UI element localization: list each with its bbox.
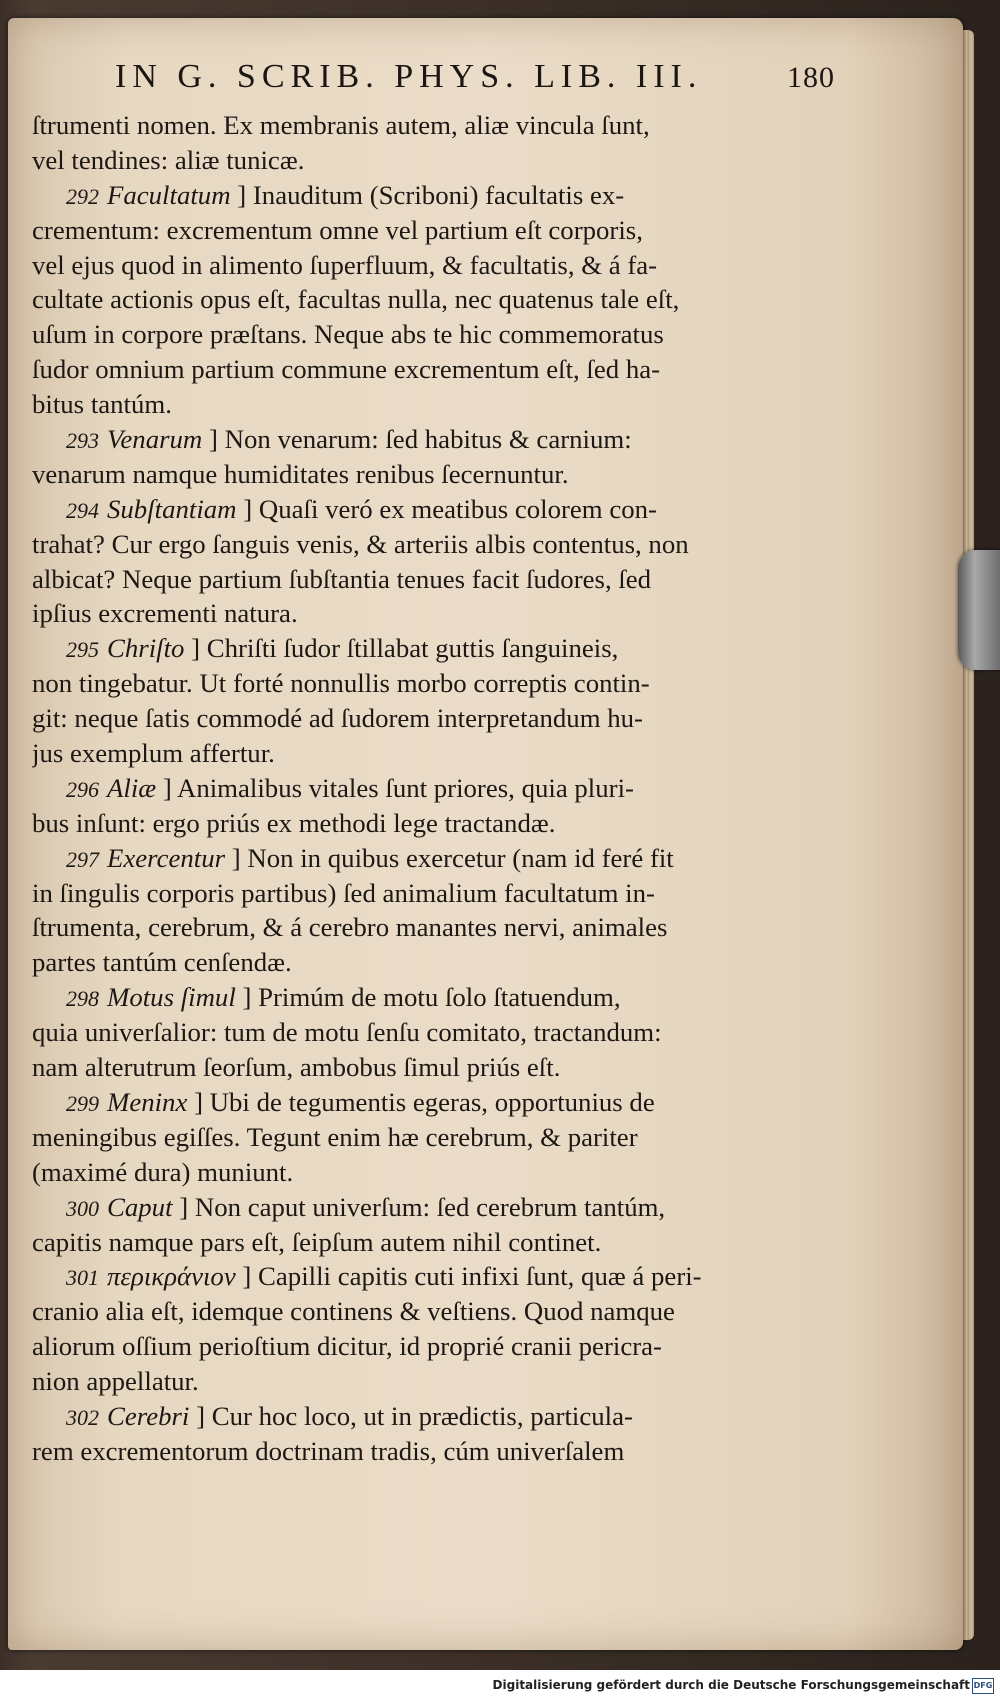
entry-number: 302 xyxy=(66,1404,99,1430)
text-line xyxy=(32,108,832,143)
entry-lemma: περικράνιον xyxy=(107,1261,236,1292)
line-text: crementum: excrementum omne vel partium eſt corporis, xyxy=(32,214,643,245)
text-line xyxy=(32,736,832,771)
line-text: albicat? Neque partium ſubſtantia tenues facit ſudores, ſed xyxy=(32,563,652,594)
text-line xyxy=(32,1050,832,1085)
annotation-entry-line xyxy=(32,1085,832,1120)
line-text: non tingebatur. Ut forté nonnullis morbo correptis contin- xyxy=(32,668,650,699)
text-line xyxy=(32,1364,832,1399)
line-text: bitus tantúm. xyxy=(32,389,172,420)
annotation-entry-line xyxy=(32,422,832,457)
text-line xyxy=(32,596,832,631)
annotation-entry-line xyxy=(32,1399,832,1434)
entry-lemma: Aliæ xyxy=(107,772,157,803)
entry-number: 294 xyxy=(66,497,99,523)
entry-number: 297 xyxy=(66,846,99,872)
annotation-entry-line xyxy=(32,1190,832,1225)
line-text: nam alterutrum ſeorſum, ambobus ſimul priús eſt. xyxy=(32,1052,561,1083)
entry-lemma: Facultatum xyxy=(107,179,231,210)
text-line xyxy=(32,1434,832,1469)
text-line xyxy=(32,387,832,422)
line-text: venarum namque humiditates renibus ſecernuntur. xyxy=(32,458,569,489)
book-clasp xyxy=(958,550,1000,670)
annotation-entry-line xyxy=(32,1259,832,1294)
entry-lemma: Exercentur xyxy=(107,842,226,873)
line-text: ] Non caput univerſum: ſed cerebrum tantúm, xyxy=(179,1191,666,1222)
text-line xyxy=(32,876,832,911)
line-text: vel tendines: aliæ tunicæ. xyxy=(32,144,305,175)
line-text: ] Chriſti ſudor ſtillabat guttis ſanguineis, xyxy=(191,633,619,664)
text-line xyxy=(32,1294,832,1329)
line-text: rem excrementorum doctrinam tradis, cúm univerſalem xyxy=(32,1435,625,1466)
entry-number: 300 xyxy=(66,1195,99,1221)
text-line xyxy=(32,1015,832,1050)
line-text: aliorum oſſium perioſtium dicitur, id proprié cranii pericra- xyxy=(32,1331,662,1362)
line-text: partes tantúm cenſendæ. xyxy=(32,947,292,978)
line-text: nion appellatur. xyxy=(32,1366,199,1397)
line-text: ſudor omnium partium commune excrementum eſt, ſed ha- xyxy=(32,354,661,385)
funding-credit: Digitalisierung gefördert durch die Deutsche Forschungsgemeinschaft xyxy=(492,1678,970,1692)
annotation-entry-line xyxy=(32,841,832,876)
text-line xyxy=(32,1225,832,1260)
text-line xyxy=(32,352,832,387)
line-text: ] Ubi de tegumentis egeras, opportunius de xyxy=(194,1086,655,1117)
line-text: ſtrumenti nomen. Ex membranis autem, aliæ vincula ſunt, xyxy=(32,110,650,140)
entry-lemma: Cerebri xyxy=(107,1400,190,1431)
text-line xyxy=(32,1155,832,1190)
line-text: ] Non venarum: ſed habitus & carnium: xyxy=(208,424,632,455)
text-line xyxy=(32,527,832,562)
entry-lemma: Subſtantiam xyxy=(107,493,237,524)
entry-number: 292 xyxy=(66,183,99,209)
annotation-entry-line xyxy=(32,631,832,666)
entry-number: 295 xyxy=(66,637,99,663)
text-block xyxy=(32,108,832,1469)
line-text: in ſingulis corporis partibus) ſed animalium facultatum in- xyxy=(32,877,655,908)
entry-lemma: Chriſto xyxy=(107,633,185,664)
entry-number: 298 xyxy=(66,986,99,1012)
text-line xyxy=(32,910,832,945)
line-text: bus inſunt: ergo priús ex methodi lege tractandæ. xyxy=(32,807,556,838)
line-text: ſtrumenta, cerebrum, & á cerebro manantes nervi, animales xyxy=(32,912,668,943)
line-text: vel ejus quod in alimento ſuperfluum, & facultatis, & á fa- xyxy=(32,249,658,280)
running-head-title: IN G. SCRIB. PHYS. LIB. III. xyxy=(115,58,703,95)
line-text: uſum in corpore præſtans. Neque abs te hic commemoratus xyxy=(32,319,664,350)
text-line xyxy=(32,806,832,841)
page-number: 180 xyxy=(787,61,835,94)
line-text: ] Cur hoc loco, ut in prædictis, particula- xyxy=(196,1400,633,1431)
line-text: ] Quaſi veró ex meatibus colorem con- xyxy=(243,493,657,524)
entry-number: 301 xyxy=(66,1265,99,1291)
text-line xyxy=(32,317,832,352)
entry-number: 293 xyxy=(66,428,99,454)
text-line xyxy=(32,1329,832,1364)
line-text: cultate actionis opus eſt, facultas nulla, nec quatenus tale eſt, xyxy=(32,284,680,315)
entry-number: 296 xyxy=(66,776,99,802)
text-line xyxy=(32,457,832,492)
text-line xyxy=(32,945,832,980)
annotation-entry-line xyxy=(32,980,832,1015)
line-text: ipſius excrementi natura. xyxy=(32,598,298,629)
line-text: meningibus egiſſes. Tegunt enim hæ cerebrum, & pariter xyxy=(32,1121,638,1152)
text-line xyxy=(32,1120,832,1155)
line-text: quia univerſalior: tum de motu ſenſu comitato, tractandum: xyxy=(32,1017,662,1048)
line-text: ] Non in quibus exercetur (nam id feré fit xyxy=(231,842,674,873)
entry-lemma: Motus ſimul xyxy=(107,982,236,1013)
entry-lemma: Venarum xyxy=(107,424,203,455)
text-line xyxy=(32,666,832,701)
text-line xyxy=(32,282,832,317)
annotation-entry-line xyxy=(32,178,832,213)
line-text: git: neque ſatis commodé ad ſudorem interpretandum hu- xyxy=(32,703,643,734)
line-text: ] Animalibus vitales ſunt priores, quia pluri- xyxy=(162,772,634,803)
line-text: ] Inauditum (Scriboni) facultatis ex- xyxy=(237,179,625,210)
line-text: (maximé dura) muniunt. xyxy=(32,1156,294,1187)
entry-number: 299 xyxy=(66,1090,99,1116)
annotation-entry-line xyxy=(32,492,832,527)
text-line xyxy=(32,701,832,736)
annotation-entry-line xyxy=(32,771,832,806)
text-line xyxy=(32,213,832,248)
dfg-logo-icon: DFG xyxy=(972,1678,994,1694)
line-text: cranio alia eſt, idemque continens & veſtiens. Quod namque xyxy=(32,1296,675,1327)
line-text: trahat? Cur ergo ſanguis venis, & arteriis albis contentus, non xyxy=(32,528,689,559)
line-text: capitis namque pars eſt, ſeipſum autem nihil continet. xyxy=(32,1226,602,1257)
text-line xyxy=(32,143,832,178)
text-line xyxy=(32,562,832,597)
line-text: ] Capilli capitis cuti infixi ſunt, quæ á peri- xyxy=(242,1261,702,1292)
line-text: ] Primúm de motu ſolo ſtatuendum, xyxy=(242,982,621,1013)
text-line xyxy=(32,248,832,283)
running-head xyxy=(115,58,835,96)
line-text: jus exemplum affertur. xyxy=(32,738,275,769)
entry-lemma: Caput xyxy=(107,1191,173,1222)
entry-lemma: Meninx xyxy=(107,1086,188,1117)
digitization-footer xyxy=(0,1670,1000,1706)
